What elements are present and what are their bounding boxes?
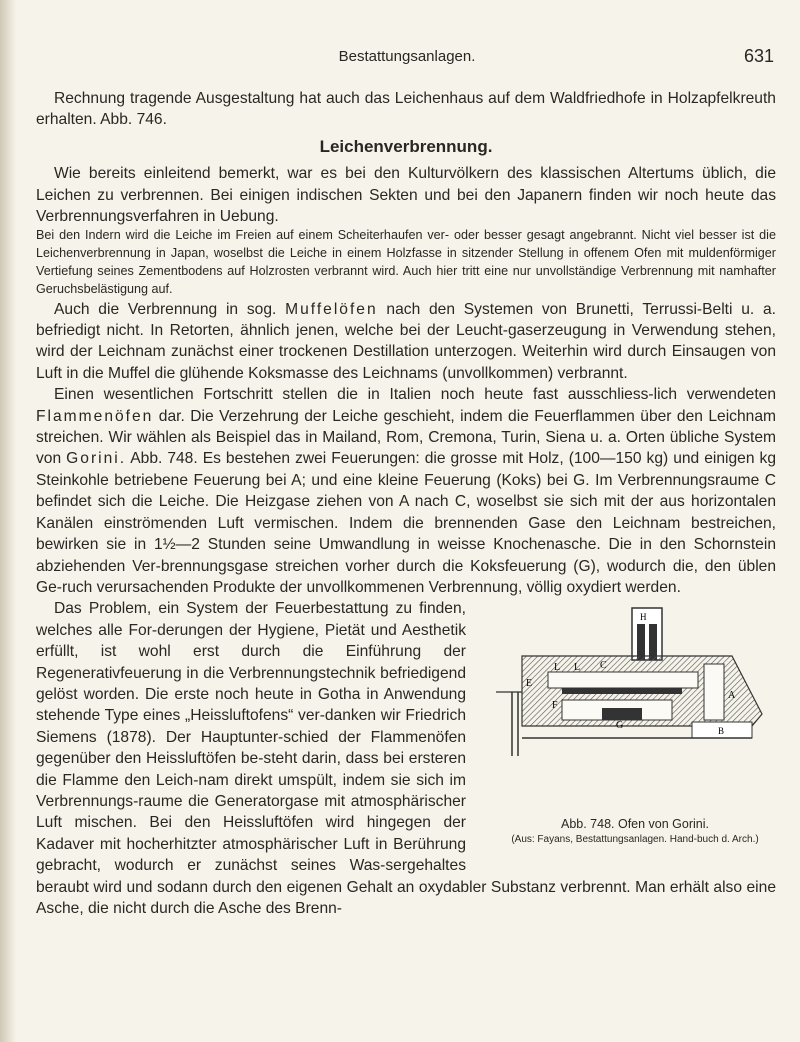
text-run: dar. Die Verzehrung der Leiche geschieht, indem die Feuerflammen über den Leichnam streichen. Wir wählen als Beispiel das in Mailand, Rom, Cremona, Turin, Siena u. a. Orten übliche System von — [36, 407, 776, 468]
page-edge-shadow — [0, 0, 16, 1042]
paragraph-flammenoefen — [36, 384, 776, 598]
section-heading: Leichenverbrennung. — [319, 136, 493, 156]
combustion-chamber — [548, 672, 698, 688]
chimney — [632, 608, 662, 660]
label-l1: L — [554, 662, 561, 674]
label-e: E — [526, 678, 533, 690]
text-run: Abb. 748. Es bestehen zwei Feuerungen: die grosse mit Holz, (100—150 kg) und einigen kg Steinkohle betriebene Feuerung bei A; und eine kleine Feuerung (Koks) bei G. Im Verbrennungsraume C befindet sich die Leiche. Die Heizgase ziehen von A nach C, woselbst sie sich mit der aus horizontalen Kanälen einströmenden Luft vermischen. Indem die brennenden Gase den Leichnam bestreichen, bewirken sie in 1½—2 Stunden seine Umwandlung in weisse Knochenasche. Die in den Schornstein abziehenden Ver-brennungsgase streichen vorher durch die Koksfeuerung (G), wodurch die, den üblen Ge-ruch verursachenden Produkte der unvollkommenen Verbrennung, völlig oxydiert werden. — [36, 450, 776, 596]
paragraph-small-print: Bei den Indern wird die Leiche im Freien auf einem Scheiterhaufen ver- oder besser gesagt angebrannt. Nicht viel besser ist die Leichenverbrennung in Japan, woselbst die Leiche in einem Holzfasse in sitzender Stellung in offenem Ofen mit muldenförmiger Vertiefung seines Zementbodens auf Holzrosten verbrannt wird. Auch hier tritt eine nur unvollständige Verbrennung mit namhafter Geruchsbelästigung auf. — [36, 228, 776, 296]
chimney-flue-left — [637, 624, 645, 660]
figure-gorini-oven — [476, 604, 776, 874]
paragraph-regenerativ — [36, 598, 776, 919]
label-l2: L — [574, 662, 581, 674]
paragraph-intro: Rechnung tragende Ausgestaltung hat auch das Leichenhaus auf dem Waldfriedhofe in Holzapfelkreuth erhalten. Abb. 746. — [36, 90, 776, 129]
running-title: Bestattungsanlagen. — [338, 48, 476, 65]
label-b: B — [718, 726, 725, 737]
page-number: 631 — [743, 46, 774, 66]
coke-firebox — [602, 708, 642, 720]
paragraph-muffel — [36, 299, 776, 385]
page-header — [36, 44, 778, 72]
grate-bar — [562, 688, 682, 694]
label-c: C — [600, 660, 607, 672]
page-content — [36, 88, 776, 919]
label-g: G — [616, 720, 624, 732]
figure-caption: Abb. 748. Ofen von Gorini. — [560, 817, 709, 832]
text-run: Das Problem, ein System der Feuerbestattung zu finden, welches alle For-derungen der Hygiene, Pietät und Aesthetik erfüllt, ist wohl erst durch die Einführung der Regenerativfeuerung in die Verbrennungstechnik befriedigend gelöst worden. Die erste noch heute in Gotha in Anwendung stehende Type eines „Heissluftofens“ ver-danken wir Friedrich Siemens (1878). Der Hauptunter-schied der Flammenöfen gegenüber den Heissluftöfen be-steht darin, dass bei ersteren die Flamme den Leich-nam direkt umspült, indem sie sich im Verbrennungs-raume die Generatorgase mit atmosphärischer Luft mischen. Bei den Heissluftöfen wird hingegen der Kadaver mit hocherhitzter atmosphärischer Luft in Berührung gebracht, wodurch er zunächst seines Was-sergehaltes beraubt wird und sodann durch den eigenen Gehalt an oxydabler Substanz verbrennt. Man erhält also eine Asche, die nicht durch die Asche des Brenn- — [36, 600, 776, 917]
text-run: Einen wesentlichen Fortschritt stellen die in Italien noch heute fast ausschliess-lich verwendeten — [54, 386, 776, 404]
text-run: Auch die Verbrennung in sog. — [54, 300, 286, 318]
label-h: H — [640, 612, 647, 623]
spaced-term-flammenoefen: Flammenöfen — [36, 407, 154, 425]
label-a: A — [728, 690, 736, 702]
paragraph-antiquity: Wie bereits einleitend bemerkt, war es bei den Kulturvölkern des klassischen Altertums üblich, die Leichen zu verbrennen. Bei einigen indischen Sekten und bei den Japanern finden wir noch heute das Verbrennungsverfahren in Uebung. — [36, 165, 776, 226]
text-run: nach den Systemen von Brunetti, Terrussi-Belti u. a. befriedigt nicht. In Retorten, ähnlich jenen, welche bei der Leucht-gaserzeugung in Verwendung stehen, wird der Leichnam zunächst einer trockenen Destillation unterzogen. Weiterhin wird durch Einsaugen von Luft in die Muffel die glühende Koksmasse des Leichnams (unvollkommen) verbrannt. — [36, 300, 776, 382]
oven-diagram — [482, 604, 772, 804]
right-flue — [704, 664, 724, 720]
label-f: F — [552, 700, 558, 712]
figure-source: (Aus: Fayans, Bestattungsanlagen. Hand-buch d. Arch.) — [511, 834, 759, 846]
spaced-term-gorini: Gorini. — [66, 450, 127, 468]
chimney-flue-right — [649, 624, 657, 660]
spaced-term-muffeloefen: Muffelöfen — [285, 300, 378, 318]
